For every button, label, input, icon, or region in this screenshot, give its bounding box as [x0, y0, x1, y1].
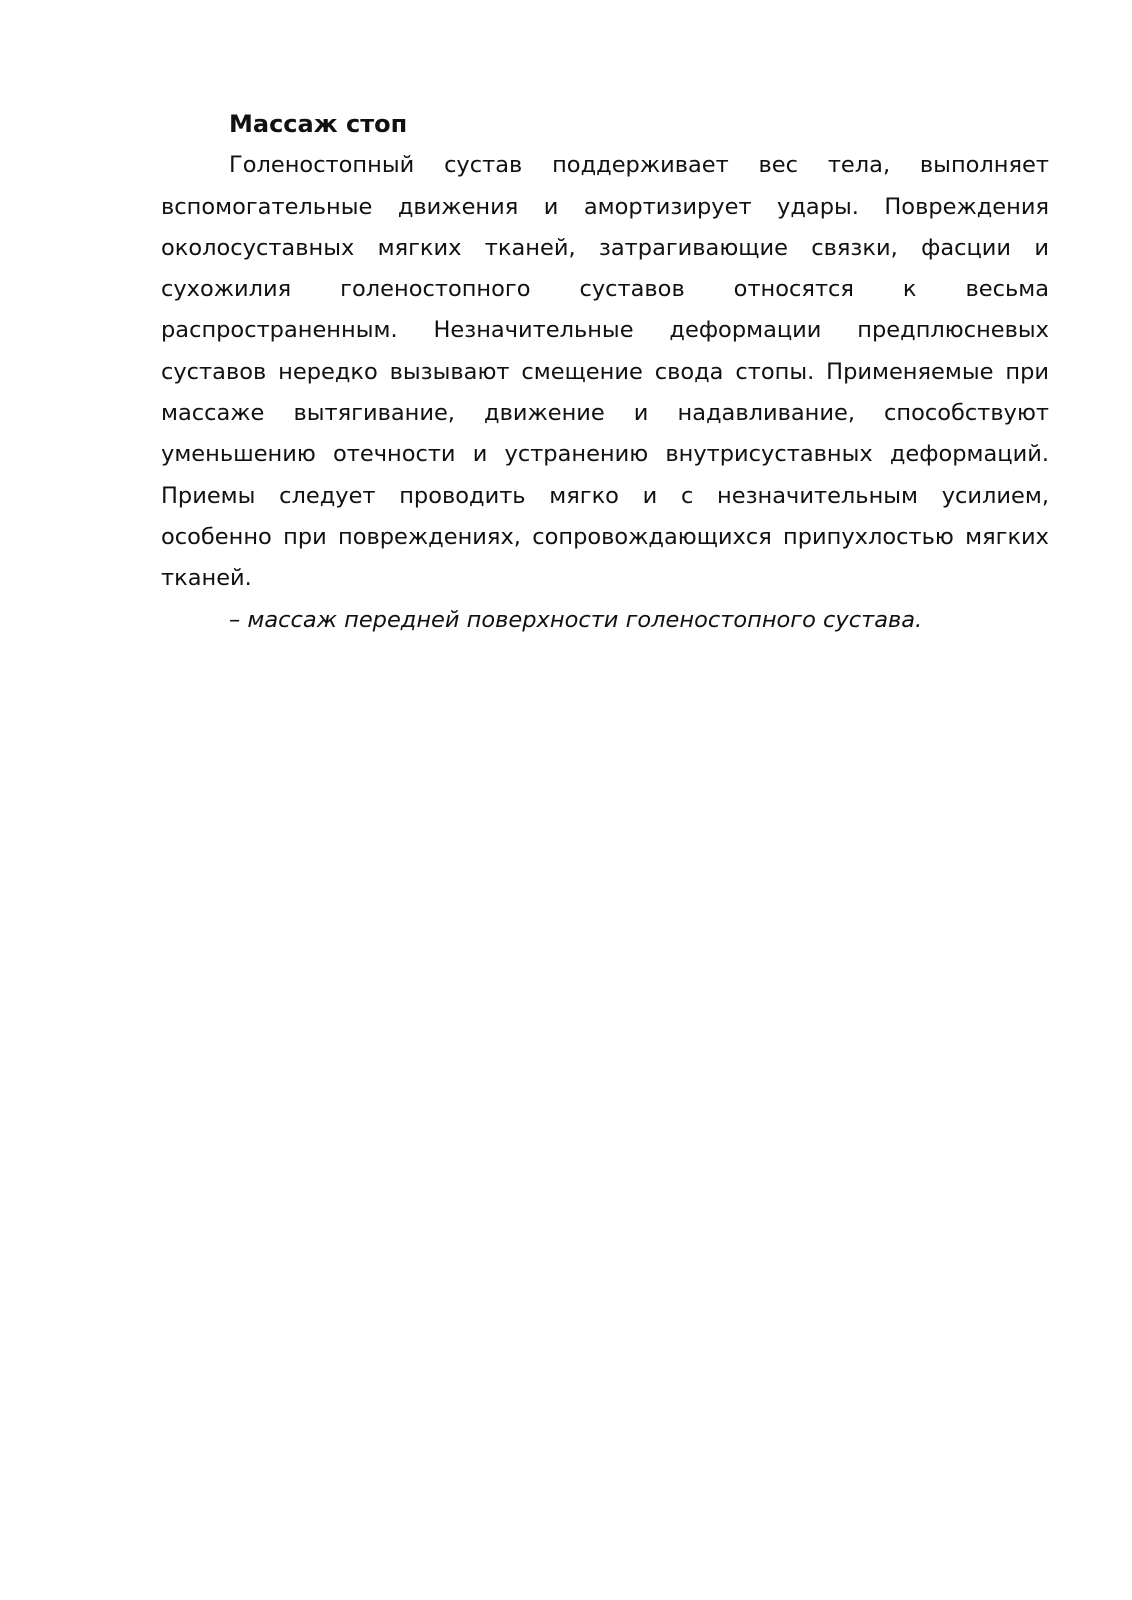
- document-content: [161, 104, 1049, 641]
- body-paragraph: Голеностопный сустав поддерживает вес тела, выполняет вспомогательные движения и амортизирует удары. Повреждения околосуставных мягких тканей, затрагивающие связки, фасции и сухожилия голеностопного суставов относятся к весьма распространенным. Незначительные деформации предплюсневых суставов нередко вызывают смещение свода стопы. Применяемые при массаже вытягивание, движение и надавливание, способствуют уменьшению отечности и устранению внутрисуставных деформаций. Приемы следует проводить мягко и с незначительным усилием, особенно при повреждениях, сопровождающихся припухлостью мягких тканей.: [161, 152, 1049, 592]
- list-item-italic: – массаж передней поверхности голеностопного сустава.: [229, 606, 923, 633]
- section-heading: Массаж стоп: [229, 110, 408, 138]
